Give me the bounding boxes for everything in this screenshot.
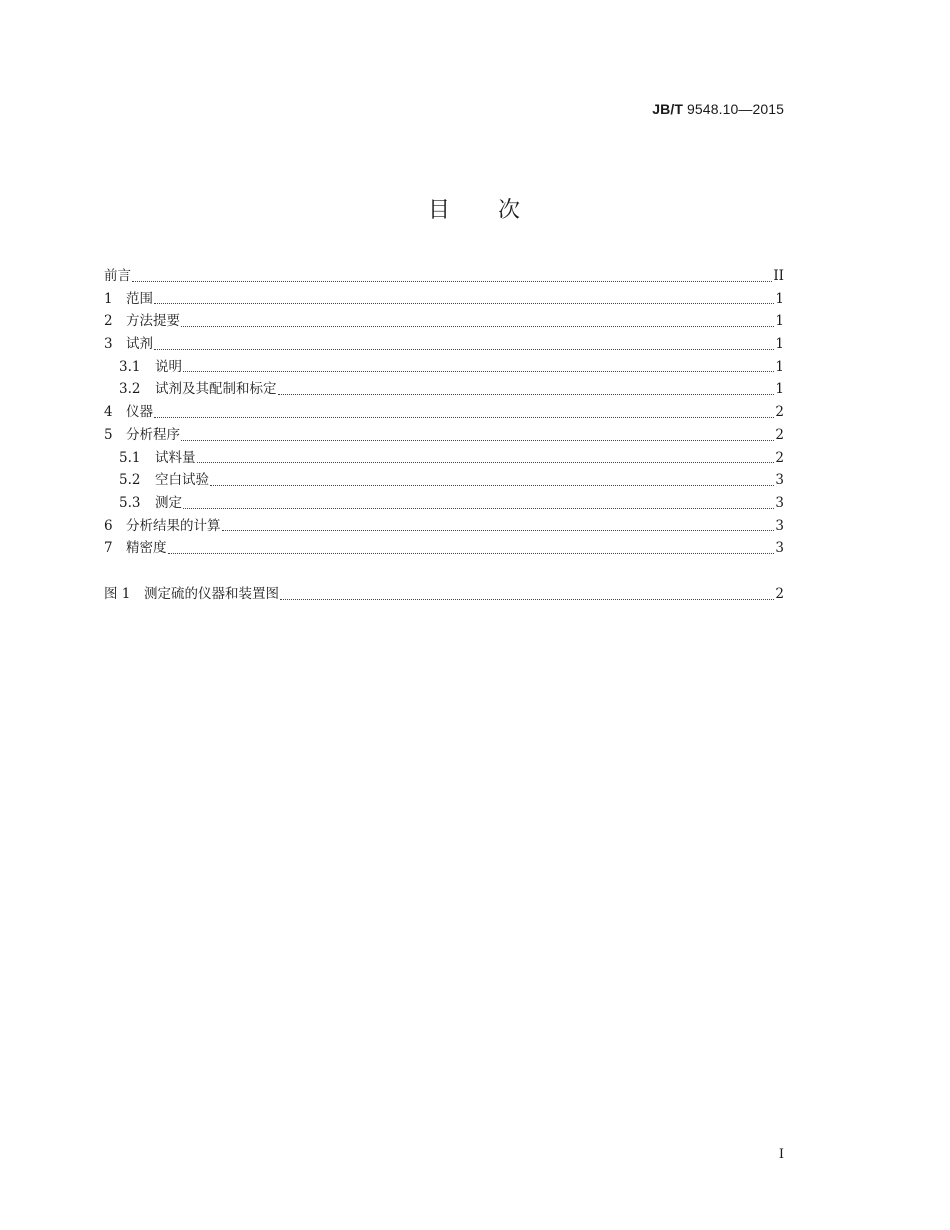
toc-spacer xyxy=(104,559,784,582)
standard-code-number: 9548.10—2015 xyxy=(683,101,784,117)
toc-entry-label: 范围 xyxy=(126,290,153,307)
toc-entry-page: II xyxy=(773,268,784,284)
title-char-2: 次 xyxy=(498,198,523,223)
toc-entry-label: 试剂 xyxy=(126,336,153,353)
toc-entry-number: 5.1 xyxy=(119,449,141,466)
toc-leader-dots xyxy=(183,508,774,509)
toc-leader-dots xyxy=(168,553,775,554)
toc-entry-label: 精密度 xyxy=(126,540,167,557)
toc-entry-6[interactable] xyxy=(104,514,784,537)
toc-entry-page: 3 xyxy=(775,494,784,511)
toc-leader-dots xyxy=(154,349,774,350)
toc-entry-3-1[interactable] xyxy=(104,355,784,378)
toc-entry-page: 1 xyxy=(775,336,784,353)
toc-entry-page: 1 xyxy=(775,381,784,398)
toc-entry-page: 1 xyxy=(775,358,784,375)
toc-entry-5-3[interactable] xyxy=(104,491,784,514)
toc-entry-label: 分析程序 xyxy=(126,426,180,443)
toc-entry-label: 前言 xyxy=(104,268,131,284)
toc-entry-5-2[interactable] xyxy=(104,468,784,491)
toc-entry-label: 说明 xyxy=(155,358,182,375)
toc-entry-number: 1 xyxy=(104,290,113,307)
toc-entry-label: 试剂及其配制和标定 xyxy=(155,381,277,398)
table-of-contents xyxy=(104,264,784,605)
page-number: I xyxy=(778,1147,784,1162)
toc-entry-3[interactable] xyxy=(104,332,784,355)
toc-figure-number: 图 1 xyxy=(104,585,131,602)
toc-leader-dots xyxy=(210,485,774,486)
toc-entry-label: 测定 xyxy=(155,494,182,511)
toc-entry-label: 试料量 xyxy=(155,449,196,466)
toc-entry-number: 5.2 xyxy=(119,472,141,489)
toc-entry-number: 3 xyxy=(104,336,113,353)
toc-entry-5[interactable] xyxy=(104,423,784,446)
toc-entry-2[interactable] xyxy=(104,309,784,332)
toc-leader-dots xyxy=(154,303,774,304)
toc-figure-label: 测定硫的仪器和装置图 xyxy=(144,585,279,602)
toc-entry-page: 3 xyxy=(775,472,784,489)
toc-entry-1[interactable] xyxy=(104,287,784,310)
toc-leader-dots xyxy=(181,440,774,441)
toc-entry-number: 7 xyxy=(104,540,113,557)
toc-figure-page: 2 xyxy=(775,585,784,602)
toc-entry-label: 方法提要 xyxy=(126,313,180,330)
toc-entry-page: 2 xyxy=(775,449,784,466)
toc-entry-label: 分析结果的计算 xyxy=(126,517,221,534)
standard-code-prefix: JB/T xyxy=(652,101,684,117)
toc-entry-label: 仪器 xyxy=(126,404,153,421)
toc-leader-dots xyxy=(222,530,775,531)
page-title xyxy=(0,193,950,224)
toc-entry-number: 4 xyxy=(104,404,113,421)
toc-leader-dots xyxy=(132,281,772,282)
toc-figure-1[interactable] xyxy=(104,582,784,605)
toc-entry-5-1[interactable] xyxy=(104,446,784,469)
toc-entry-number: 2 xyxy=(104,313,113,330)
toc-entry-3-2[interactable] xyxy=(104,377,784,400)
standard-code xyxy=(652,101,784,117)
toc-entry-4[interactable] xyxy=(104,400,784,423)
toc-entry-number: 3.2 xyxy=(119,381,141,398)
toc-entry-number: 5 xyxy=(104,426,113,443)
toc-leader-dots xyxy=(280,599,774,600)
toc-entry-page: 1 xyxy=(775,313,784,330)
toc-leader-dots xyxy=(154,417,774,418)
toc-entry-page: 2 xyxy=(775,426,784,443)
toc-entry-page: 2 xyxy=(775,404,784,421)
toc-entry-number: 6 xyxy=(104,517,113,534)
toc-entry-page: 1 xyxy=(775,290,784,307)
toc-entry-number: 5.3 xyxy=(119,494,141,511)
toc-entry-7[interactable] xyxy=(104,536,784,559)
toc-entry-label: 空白试验 xyxy=(155,472,209,489)
toc-leader-dots xyxy=(197,462,775,463)
toc-entry-page: 3 xyxy=(775,517,784,534)
toc-leader-dots xyxy=(278,394,775,395)
title-char-1: 目 xyxy=(427,198,452,223)
toc-entry-foreword[interactable] xyxy=(104,264,784,287)
toc-leader-dots xyxy=(183,371,774,372)
toc-entry-number: 3.1 xyxy=(119,358,141,375)
toc-entry-page: 3 xyxy=(775,540,784,557)
toc-leader-dots xyxy=(181,326,774,327)
